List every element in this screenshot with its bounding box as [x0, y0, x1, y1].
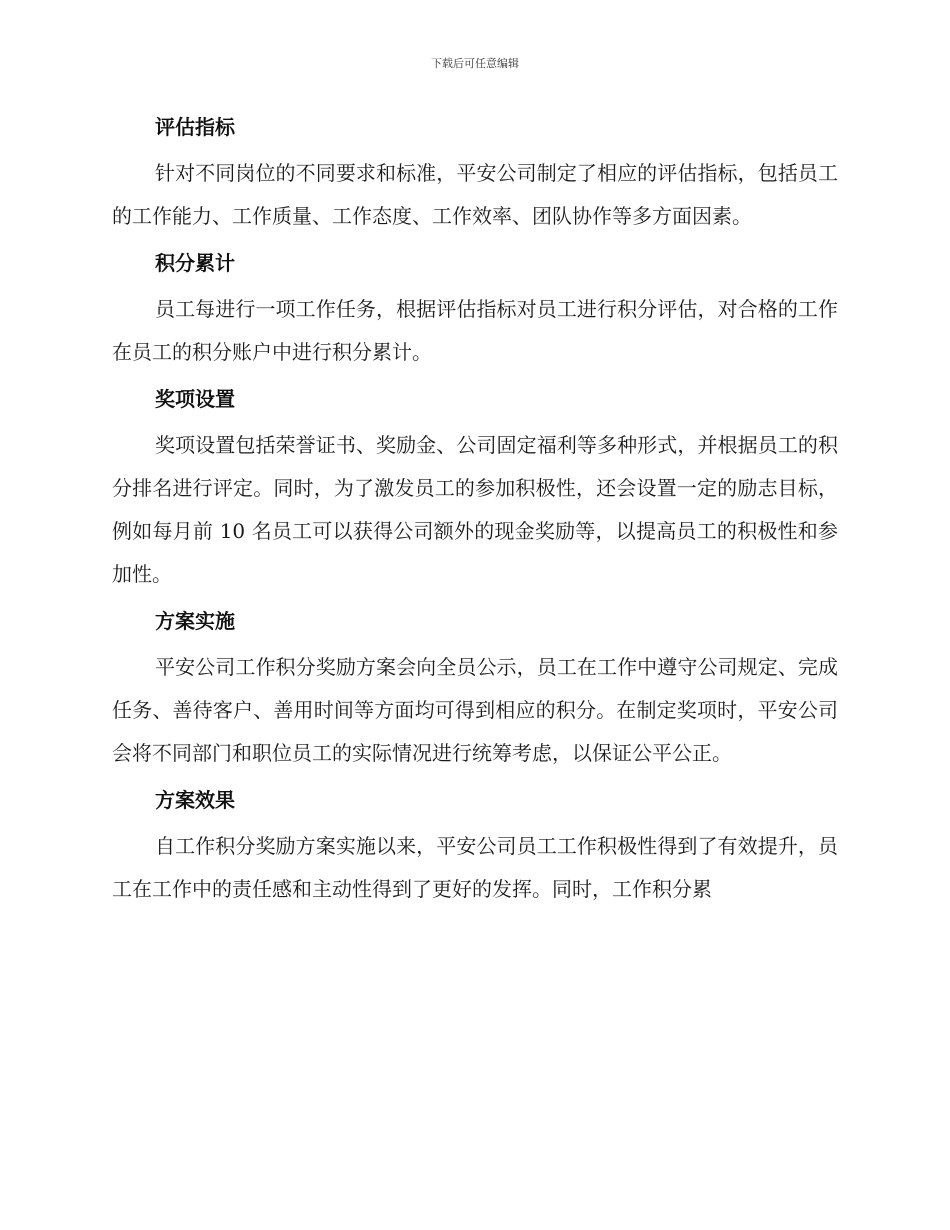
section-award-settings	[112, 380, 838, 596]
section-results	[112, 781, 838, 911]
section-heading: 方案效果	[155, 788, 235, 812]
section-paragraph: 针对不同岗位的不同要求和标准，平安公司制定了相应的评估指标，包括员工的工作能力、工作质量、工作态度、工作效率、团队协作等多方面因素。	[112, 161, 838, 228]
document-body	[112, 108, 838, 917]
header-note: 下载后可任意编辑	[431, 57, 519, 70]
section-paragraph: 平安公司工作积分奖励方案会向全员公示，员工在工作中遵守公司规定、完成任务、善待客户、善用时间等方面均可得到相应的积分。在制定奖项时，平安公司会将不同部门和职位员工的实际情况进行统筹考虑，以保证公平公正。	[112, 655, 838, 765]
section-points-accumulation	[112, 244, 838, 374]
section-paragraph: 自工作积分奖励方案实施以来，平安公司员工工作积极性得到了有效提升，员工在工作中的责任感和主动性得到了更好的发挥。同时，工作积分累	[112, 834, 838, 901]
section-paragraph: 员工每进行一项工作任务，根据评估指标对员工进行积分评估，对合格的工作在员工的积分账户中进行积分累计。	[112, 297, 838, 364]
section-heading: 评估指标	[155, 115, 235, 139]
section-implementation	[112, 602, 838, 775]
section-paragraph: 奖项设置包括荣誉证书、奖励金、公司固定福利等多种形式，并根据员工的积分排名进行评定。同时，为了激发员工的参加积极性，还会设置一定的励志目标，例如每月前 10 名员工可以获得公司额外的现金奖励等，以提高员工的积极性和参加性。	[112, 433, 838, 586]
section-heading: 奖项设置	[155, 387, 235, 411]
section-heading: 积分累计	[155, 251, 235, 275]
section-evaluation-metrics	[112, 108, 838, 238]
section-heading: 方案实施	[155, 609, 235, 633]
